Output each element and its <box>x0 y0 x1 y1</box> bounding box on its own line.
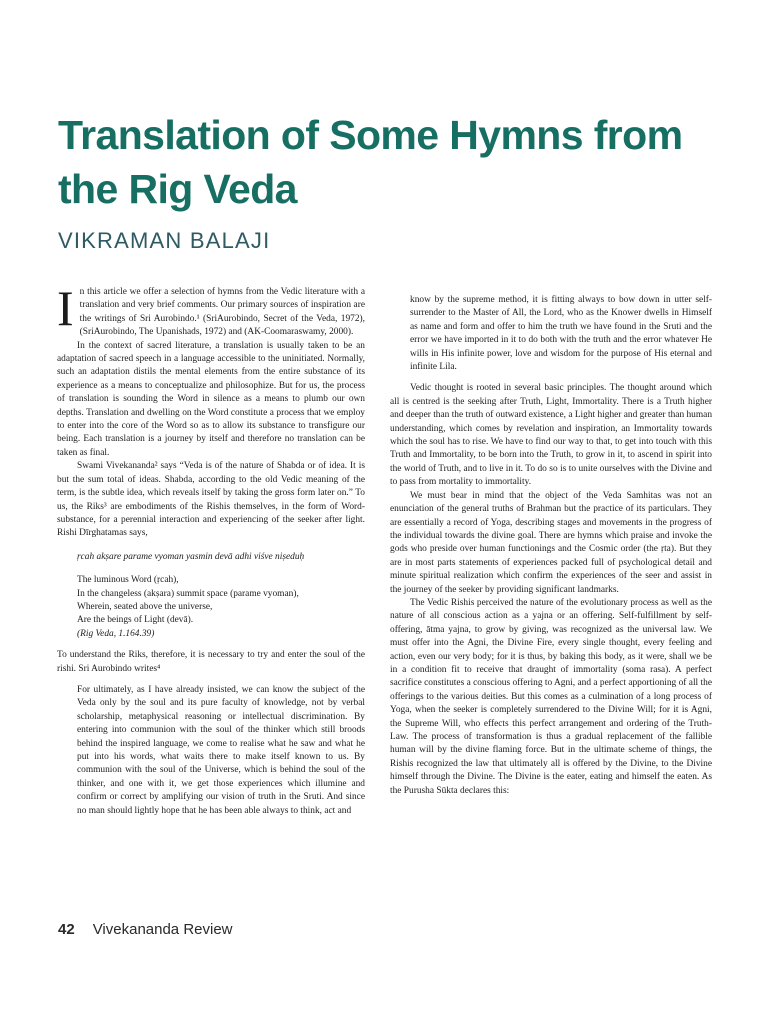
drop-cap: I <box>57 280 74 336</box>
author-name: VIKRAMAN BALAJI <box>58 228 271 253</box>
left-column <box>57 280 365 818</box>
intro-text: n this article we offer a selection of hymns from the Vedic literature with a translation and very brief comments. Our primary sources of inspiration are the writings of Sri Aurobindo.¹ (SriAurobindo, Secret of the Veda, 1972), (SriAurobindo, The Upanishads, 1972) and (AK-Coomaraswamy, 2000). <box>79 287 365 338</box>
page-footer <box>58 921 233 938</box>
article-title: Translation of Some Hymns from the Rig Veda <box>58 112 683 212</box>
paragraph-vivekananda: Swami Vivekananda² says “Veda is of the nature of Shabda or of idea. It is but the sum total of ideas. Shabda, according to the old Vedic meaning of the term, is the subtle idea, which reveals itself by taking the gross form later on.” To us, the Riks³ are embodiments of the Rishis themselves, in the form of Word-substance, for a perennial interaction and experiencing of the seeker after light. Rishi Dīrghatamas says, <box>57 461 365 539</box>
publication-name: Vivekananda Review <box>92 921 233 938</box>
page-number: 42 <box>58 921 75 938</box>
paragraph-yajna: The Vedic Rishis perceived the nature of the evolutionary process as well as the nature of all conscious action as a yajna or an offering. Self-fulfillment by self-offering, ātma yajna, to grow by giving, was recognized as the universal law. We must offer into the Agni, the Divine Fire, every single thought, every feeling and action, even our very body; for it is thus, by baking this body, as it were, shall we be in a condition fit to receive that draught of immortality (soma rasa). A perfect sacrifice constitutes a conscious offering to Agni, and a perfect apportioning of all the offerings to the various deities. But this comes as a culmination of a long process of Yoga, when the seeker is completely surrendered to the Divine Will; for it is Agni, the Supreme Will, who effects this perfect arrangement and ordering of the Truth-Law. The process of transformation is thus a gradual replacement of the fallible human will by the divine flaming force. But in the ultimate scheme of things, the Rishis recognized the law that ultimately all is offered by the Divine, to the Divine himself through the Divine. The Divine is the eater, eating and himself the eaten. As the Purusha Sūkta declares this: <box>390 597 712 796</box>
right-column <box>390 286 712 798</box>
verse-translation <box>77 574 365 641</box>
intro-paragraph <box>57 280 365 340</box>
verse-line: In the changeless (akṣara) summit space (parame vyoman), <box>77 588 299 599</box>
verse-citation: (Rig Veda, 1.164.39) <box>77 628 155 639</box>
block-quote-continued: know by the supreme method, it is fitting always to bow down in utter self-surrender to the Master of All, the Lord, who as the Knower dwells in Himself as name and form and offer to him the truth we have found in the Sruti and the error we have imported in it to do both with the truth and the error whatever He wills in His infinite power, love and wisdom for the purpose of His eternal and infinite Lila. <box>410 295 712 373</box>
paragraph-samhitas: We must bear in mind that the object of the Veda Samhitas was not an enunciation of the general truths of Brahman but the practice of its particulars. They are essentially a record of Yoga, describing stages and movements in the progress of the individual towards the divine goal. There are hymns which praise and invoke the gods who preside over human functionings and the Cosmic order (the ṛta). But they are in most parts statements of experiences packed full of psychological detail and minute spiritual realization which confirm the experiences of the seer and assist in the journey of the seeker by providing significant landmarks. <box>390 490 712 595</box>
verse-line: Wherein, seated above the universe, <box>77 601 213 612</box>
block-quote: For ultimately, as I have already insisted, we can know the subject of the Veda only by the soul and its pure faculty of knowledge, not by verbal scholarship, metaphysical reasoning or intellectual discrimination. By entering into communion with the soul of the thinker which still broods behind the inspired language, we come to realise what he saw and what he put into his words, what waits there to make itself known to us. By communion with the soul of the Universe, which is behind the soul of the thinker, and one with it, we get those experiences which illumine and confirm or correct by amplifying our vision of truth in the Sruti. And since no man should lightly hope that he has been able always to think, act and <box>77 684 365 816</box>
sanskrit-verse: ṛcah akṣare parame vyoman yasmin devā adhi viśve niṣeduḥ <box>77 551 305 562</box>
paragraph-translation: In the context of sacred literature, a translation is usually taken to be an adaptation of sacred speech in a language accessible to the uninitiated. Normally, such an adaptation distils the mental elements from the entire substance of its experience as a means to conceptualize and philosophize. But for us, the process of translation is sounding the Word in silence as a means to plumb our own depths. Translation and dwelling on the Word constitute a process that we employ to enter into the core of the Word so as to allow its substance to transfigure our being. Each translation is a journey by itself and therefore no translation can be taken as final. <box>57 340 365 458</box>
paragraph-vedic-thought: Vedic thought is rooted in several basic principles. The thought around which all is centred is the seeking after Truth, Light, Immortality. There is a Truth higher and deeper than the truth of outward existence, a Light higher and greater than human understanding, which comes by revelation and inspiration, an Immortality towards which the soul has to rise. We have to find our way to that, to get into touch with this Truth and Immortality, to be born into the Truth, to grow in it, to ascend in spirit into the world of Truth, and to live in it. To do so is to unite ourselves with the Divine and to pass from mortality to immortality. <box>390 383 713 488</box>
verse-line: The luminous Word (ṛcah), <box>77 575 179 586</box>
verse-line: Are the beings of Light (devā). <box>77 615 194 626</box>
paragraph-understand: To understand the Riks, therefore, it is necessary to try and enter the soul of the rishi. Sri Aurobindo writes⁴ <box>57 650 365 674</box>
